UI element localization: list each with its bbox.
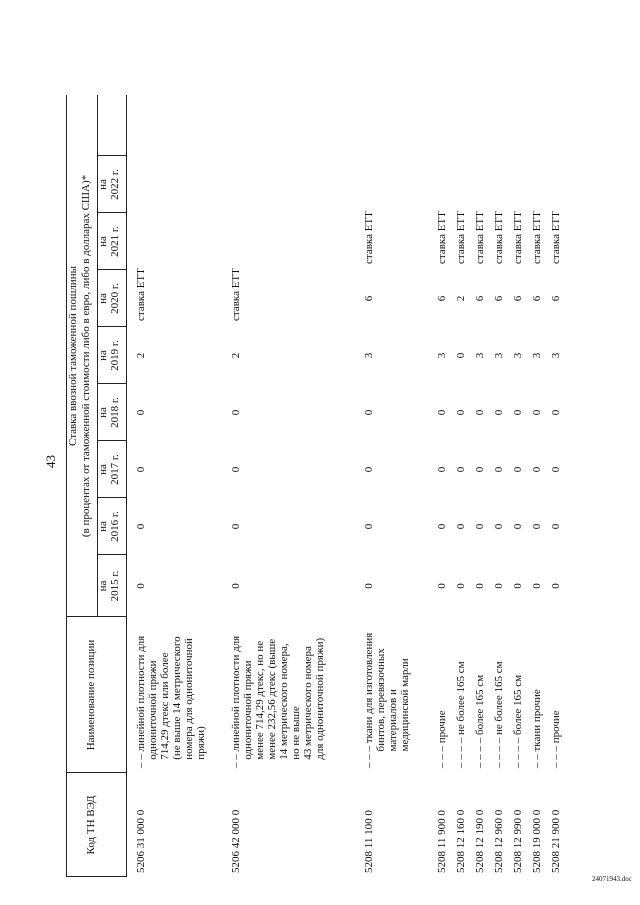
row-rate-r2021: ставка ЕТТ <box>493 211 505 264</box>
row-rate-r2019: 3 <box>531 352 543 359</box>
row-rate-r2016: 0 <box>455 523 467 530</box>
header-rate-subtitle: (в процентах от таможенной стоимости либо в евро, либо в долларах США)* <box>80 174 92 538</box>
row-rate-r2019: 2 <box>230 352 242 359</box>
row-rate-r2016: 0 <box>135 523 147 530</box>
row-rate-r2018: 0 <box>455 409 467 416</box>
row-rate-r2016: 0 <box>436 523 448 530</box>
header-year-2019: на 2019 г. <box>97 340 121 371</box>
row-rate-r2018: 0 <box>436 409 448 416</box>
header-year-2021: на 2021 г. <box>97 226 121 257</box>
row-rate-r2016: 0 <box>230 523 242 530</box>
header-year-2016: на 2016 г. <box>97 511 121 542</box>
header-year-2018: на 2018 г. <box>97 397 121 428</box>
row-rate-r2020: 6 <box>474 295 486 302</box>
row-rate-r2015: 0 <box>436 583 448 589</box>
row-rate-r2017: 0 <box>512 466 524 473</box>
row-rate-r2021: ставка ЕТТ <box>512 211 524 264</box>
row-name: – – – – не более 165 см <box>493 661 505 768</box>
header-year-2020: на 2020 г. <box>97 283 121 314</box>
row-rate-r2021: ставка ЕТТ <box>436 211 448 264</box>
header-year-2015: на 2015 г. <box>97 570 121 602</box>
row-rate-r2020: 2 <box>455 295 467 302</box>
row-rate-r2017: 0 <box>550 466 562 473</box>
row-rate-r2017: 0 <box>135 466 147 473</box>
row-rate-r2016: 0 <box>550 523 562 530</box>
row-rate-r2019: 3 <box>550 352 562 359</box>
row-rate-r2018: 0 <box>550 409 562 416</box>
row-rate-r2021: ставка ЕТТ <box>363 211 375 264</box>
row-rate-r2021: ставка ЕТТ <box>455 211 467 264</box>
row-rate-r2019: 3 <box>512 352 524 359</box>
row-rate-r2021: ставка ЕТТ <box>550 211 562 264</box>
row-code: 5208 19 000 0 <box>531 809 543 873</box>
row-name: – – – ткани для изготовления бинтов, перевязочных материалов и медицинской марли <box>363 632 411 768</box>
row-name: – – ткани прочие <box>531 689 543 768</box>
row-name: – – – прочие <box>550 710 562 768</box>
row-rate-r2018: 0 <box>135 409 147 416</box>
row-rate-r2015: 0 <box>455 583 467 589</box>
header-rate-title: Ставка ввозной таможенной пошлины <box>67 266 79 446</box>
row-name: – – – – более 165 см <box>474 674 486 768</box>
row-rate-r2018: 0 <box>474 409 486 416</box>
row-rate-r2016: 0 <box>493 523 505 530</box>
row-rate-r2020: 6 <box>531 295 543 302</box>
row-code: 5206 42 000 0 <box>230 809 242 873</box>
table-rule <box>126 95 127 877</box>
footer-doc-code: 24071943.doc <box>592 875 632 883</box>
row-code: 5208 21 900 0 <box>550 809 562 873</box>
row-rate-r2020: ставка ЕТТ <box>135 268 147 321</box>
row-rate-r2016: 0 <box>512 523 524 530</box>
row-rate-r2019: 3 <box>493 352 505 359</box>
row-rate-r2020: 6 <box>436 295 448 302</box>
page-number: 43 <box>43 455 58 468</box>
row-rate-r2019: 3 <box>363 352 375 359</box>
row-rate-r2018: 0 <box>512 409 524 416</box>
row-rate-r2019: 3 <box>436 352 448 359</box>
row-rate-r2021: ставка ЕТТ <box>474 211 486 264</box>
row-name: – – – – не более 165 см <box>455 661 467 768</box>
row-rate-r2015: 0 <box>531 583 543 589</box>
row-rate-r2017: 0 <box>493 466 505 473</box>
row-rate-r2015: 0 <box>363 583 375 589</box>
row-rate-r2016: 0 <box>531 523 543 530</box>
row-rate-r2018: 0 <box>531 409 543 416</box>
row-rate-r2017: 0 <box>474 466 486 473</box>
row-rate-r2020: ставка ЕТТ <box>230 268 242 321</box>
row-code: 5208 11 900 0 <box>436 810 448 873</box>
row-name: – – – прочие <box>436 710 448 768</box>
header-year-2022: на 2022 г. <box>97 169 121 200</box>
row-rate-r2015: 0 <box>493 583 505 589</box>
row-rate-r2019: 0 <box>455 352 467 359</box>
row-rate-r2020: 6 <box>493 295 505 302</box>
row-rate-r2017: 0 <box>230 466 242 473</box>
row-rate-r2017: 0 <box>436 466 448 473</box>
row-code: 5208 12 160 0 <box>455 809 467 873</box>
row-rate-r2018: 0 <box>493 409 505 416</box>
row-rate-r2021: ставка ЕТТ <box>531 211 543 264</box>
row-rate-r2015: 0 <box>512 583 524 589</box>
row-name: – – – – более 165 см <box>512 674 524 768</box>
row-name: – – линейной плотности для однониточной пряжи менее 714,29 дтекс, но не менее 232,56 дтекс (выше 14 метрического номера, но не выше 43 метрического номера для однониточной пряжи) <box>230 635 326 768</box>
row-rate-r2020: 6 <box>512 295 524 302</box>
row-rate-r2018: 0 <box>363 409 375 416</box>
row-rate-r2015: 0 <box>135 583 147 589</box>
row-rate-r2015: 0 <box>474 583 486 589</box>
row-rate-r2017: 0 <box>531 466 543 473</box>
row-rate-r2016: 0 <box>474 523 486 530</box>
row-rate-r2019: 2 <box>135 352 147 359</box>
row-code: 5208 12 960 0 <box>493 809 505 873</box>
row-rate-r2017: 0 <box>363 466 375 473</box>
row-code: 5206 31 000 0 <box>135 809 147 873</box>
row-rate-r2020: 6 <box>363 295 375 302</box>
row-rate-r2016: 0 <box>363 523 375 530</box>
row-rate-r2017: 0 <box>455 466 467 473</box>
row-rate-r2020: 6 <box>550 295 562 302</box>
header-year-2017: на 2017 г. <box>97 454 121 485</box>
header-name: Наименование позиции <box>85 639 97 751</box>
row-code: 5208 12 190 0 <box>474 809 486 873</box>
row-rate-r2015: 0 <box>230 583 242 589</box>
row-code: 5208 11 100 0 <box>363 810 375 873</box>
row-rate-r2015: 0 <box>550 583 562 589</box>
row-rate-r2019: 3 <box>474 352 486 359</box>
row-rate-r2018: 0 <box>230 409 242 416</box>
row-code: 5208 12 990 0 <box>512 809 524 873</box>
row-name: – – линейной плотности для однониточной пряжи 714,29 дтекс или более (не выше 14 метрического номера для однониточной пряжи) <box>135 635 207 768</box>
header-code: Код ТН ВЭД <box>85 795 97 855</box>
